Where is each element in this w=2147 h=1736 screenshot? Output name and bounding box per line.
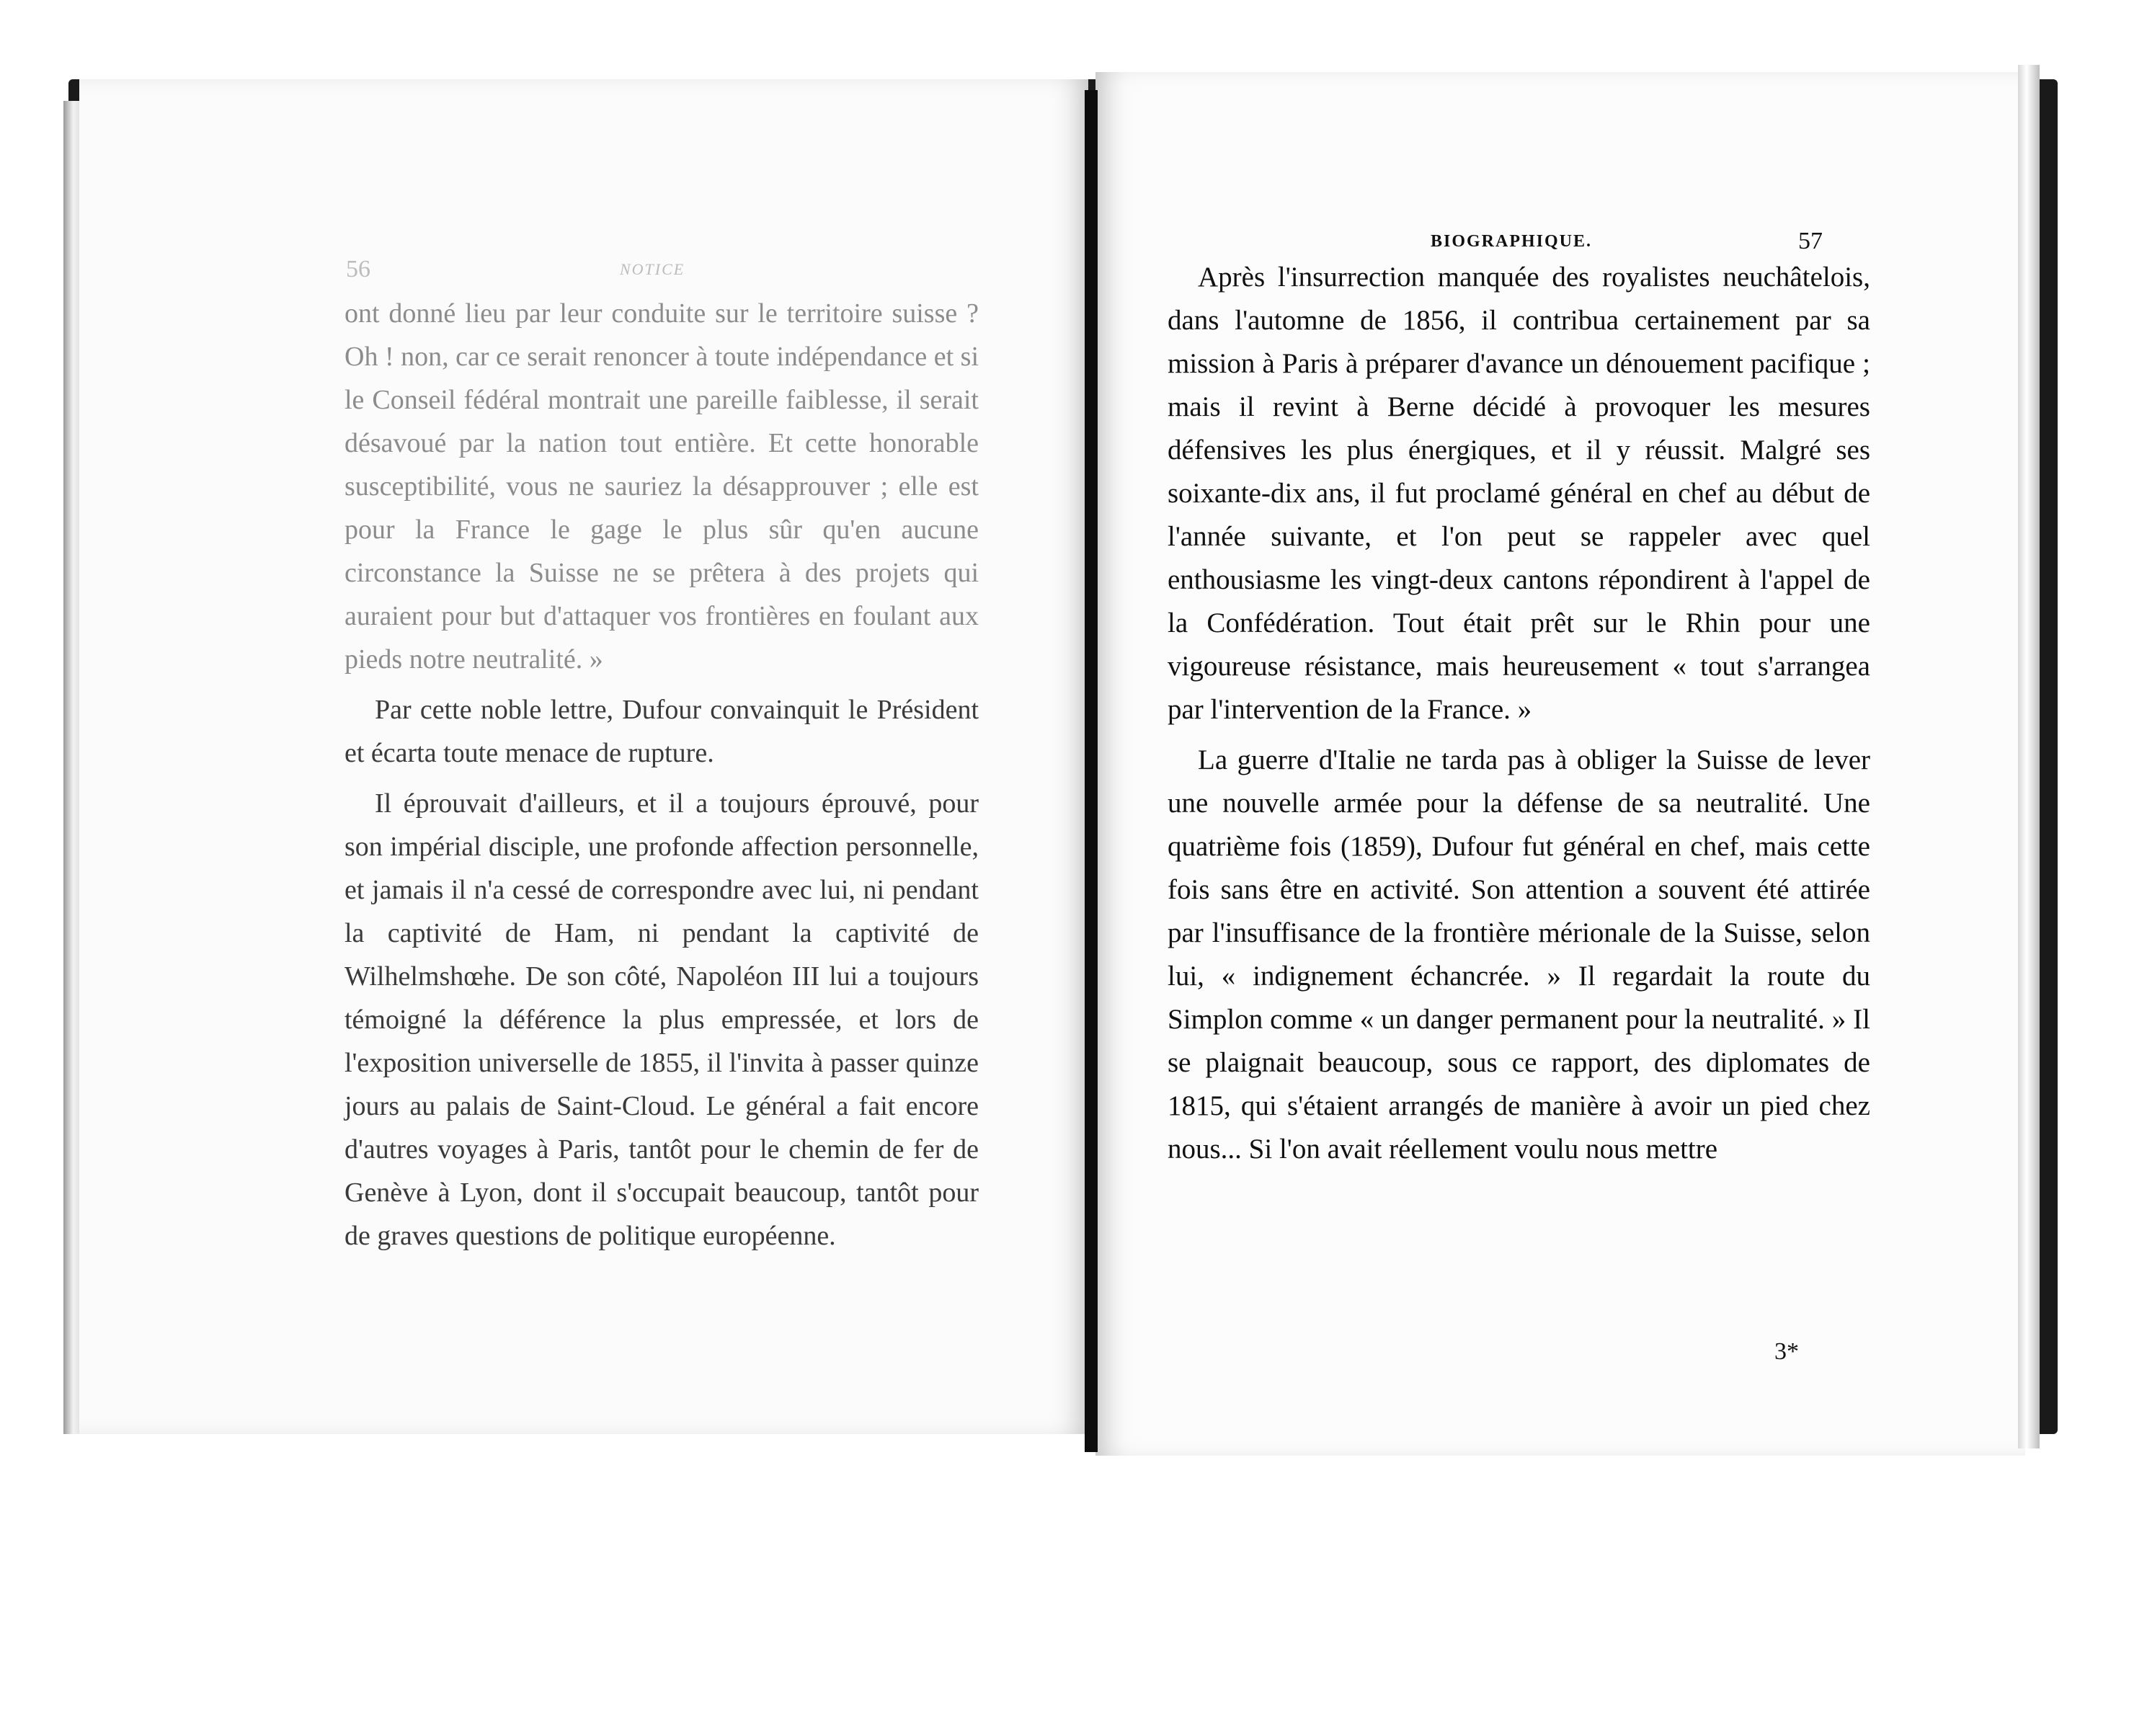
right-page-number: 57: [1798, 228, 1823, 254]
book-gutter: [1085, 90, 1098, 1452]
signature-mark: 3*: [1774, 1338, 1799, 1365]
right-page-edges: [2018, 65, 2040, 1448]
left-page-number: 56: [346, 256, 370, 282]
right-paragraph-2: La guerre d'Italie ne tarda pas à obliger la Suisse de lever une nouvelle armée pour la défense de sa neutralité. Une quatrième fois (1859), Dufour fut général en chef, mais cette fois sans être en activité. Son attention a souvent été attirée par l'insuffisance de la frontière mérionale de la Suisse, selon lui, « indignement échancrée. » Il regardait la route du Simplon comme « un danger permanent pour la neutralité. » Il se plaignait beaucoup, sous ce rapport, des diplomates de 1815, qui s'étaient arrangés de manière à avoir un pied chez nous... Si l'on avait réellement voulu nous mettre: [1168, 744, 1870, 1165]
left-paragraph-1: ont donné lieu par leur conduite sur le territoire suisse ? Oh ! non, car ce serait renoncer à toute indépendance et si le Conseil fédéral montrait une pareille faiblesse, il serait désavoué par la nation tout entière. Et cette honorable susceptibilité, vous ne sauriez la désapprouver ; elle est pour la France le gage le plus sûr qu'en aucune circonstance la Suisse ne se prêtera à des projets qui auraient pour but d'attaquer vos frontières en foulant aux pieds notre neutralité. »: [345, 298, 979, 675]
right-running-head: [1431, 228, 1834, 254]
right-running-title: BIOGRAPHIQUE.: [1431, 232, 1593, 251]
right-page-text: [1168, 256, 1870, 1171]
left-running-head: [346, 256, 995, 283]
right-paragraph-1: Après l'insurrection manquée des royalistes neuchâtelois, dans l'automne de 1856, il contribua certainement par sa mission à Paris à préparer d'avance un dénouement pacifique ; mais il revint à Berne décidé à provoquer les mesures défensives les plus énergiques, et il y réussit. Malgré ses soixante-dix ans, il fut proclamé général en chef au début de l'année suivante, et l'on peut se rappeler avec quel enthousiasme les vingt-deux cantons répondirent à l'appel de la Confédération. Tout était prêt sur le Rhin pour une vigoureuse résistance, mais heureusement « tout s'arrangea par l'intervention de la France. »: [1168, 262, 1870, 725]
left-paragraph-2: Par cette noble lettre, Dufour convainquit le Président et écarta toute menace de rupture.: [345, 695, 979, 768]
left-page-text: [345, 292, 979, 1258]
left-running-title: NOTICE: [620, 260, 685, 278]
left-paragraph-3: Il éprouvait d'ailleurs, et il a toujours éprouvé, pour son impérial disciple, une profonde affection personnelle, et jamais il n'a cessé de correspondre avec lui, ni pendant la captivité de Ham, ni pendant la captivité de Wilhelmshœhe. De son côté, Napoléon III lui a toujours témoigné la déférence la plus empressée, et lors de l'exposition universelle de 1855, il l'invita à passer quinze jours au palais de Saint-Cloud. Le général a fait encore d'autres voyages à Paris, tantôt pour le chemin de fer de Genève à Lyon, dont il s'occupait beaucoup, tantôt pour de graves questions de politique européenne.: [345, 788, 979, 1251]
